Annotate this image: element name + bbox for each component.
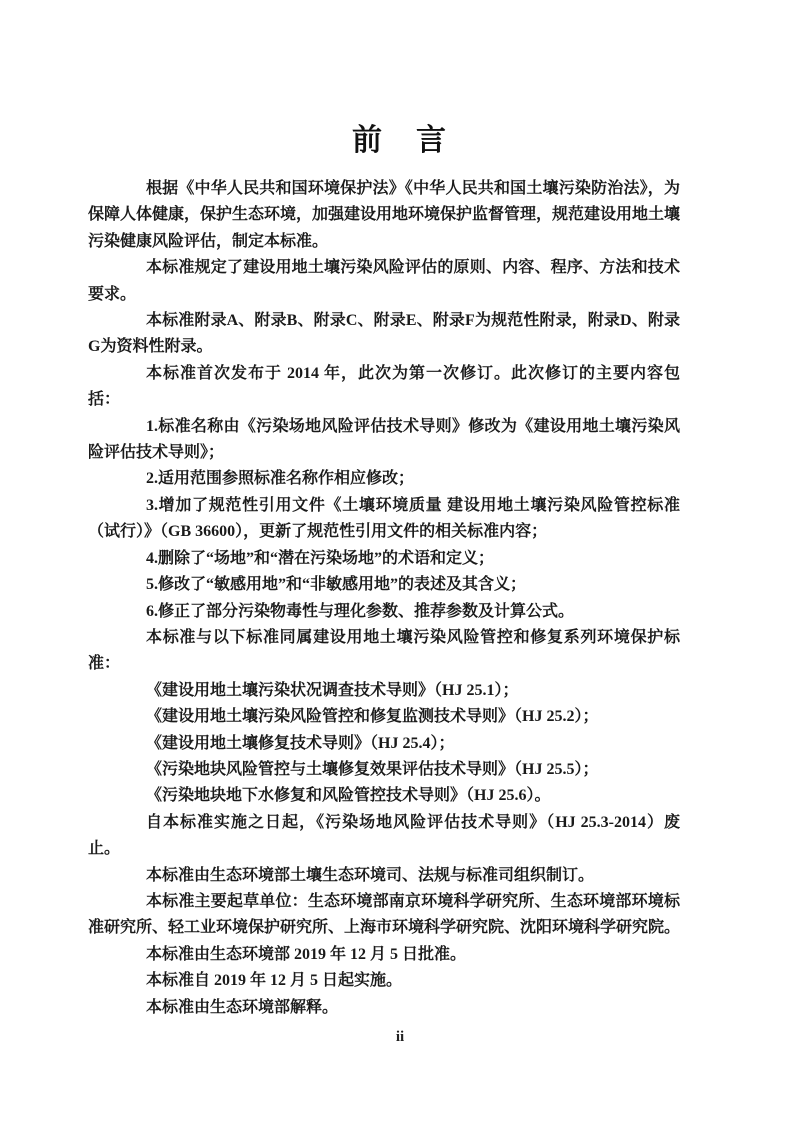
paragraph: 本标准与以下标准同属建设用地土壤污染风险管控和修复系列环境保护标准： [88,628,680,673]
page-number: ii [395,1029,405,1045]
paragraph: 《建设用地土壤污染风险管控和修复监测技术导则》（HJ 25.2）； [146,708,599,726]
paragraph: 2.适用范围参照标准名称作相应修改； [146,470,415,488]
paragraph: 4.删除了“场地”和“潜在污染场地”的术语和定义； [146,549,495,567]
paragraph: 本标准自 2019 年 12 月 5 日起实施。 [146,972,403,990]
paragraph: 6.修正了部分污染物毒性与理化参数、推荐参数及计算公式。 [146,602,575,620]
foreword-body [88,176,680,1021]
paragraph: 《污染地块风险管控与土壤修复效果评估技术导则》（HJ 25.5）； [146,760,599,778]
paragraph: 本标准主要起草单位：生态环境部南京环境科学研究所、生态环境部环境标准研究所、轻工业环境保护研究所、上海市环境科学研究院、沈阳环境科学研究院。 [88,892,681,937]
paragraph: 《污染地块地下水修复和风险管控技术导则》（HJ 25.6）。 [146,787,551,805]
paragraph: 本标准由生态环境部解释。 [146,998,339,1016]
paragraph: 本标准附录A、附录B、附录C、附录E、附录F为规范性附录，附录D、附录G为资料性附录。 [88,312,680,356]
paragraph: 3.增加了规范性引用文件《土壤环境质量 建设用地土壤污染风险管控标准（试行）》（GB 36600），更新了规范性引用文件的相关标准内容； [88,496,680,541]
paragraph: 本标准由生态环境部土壤生态环境司、法规与标准司组织制订。 [146,866,595,884]
paragraph: 5.修改了“敏感用地”和“非敏感用地”的表述及其含义； [146,576,527,594]
paragraph: 1.标准名称由《污染场地风险评估技术导则》修改为《建设用地土壤污染风险评估技术导则》； [88,417,680,462]
paragraph: 根据《中华人民共和国环境保护法》《中华人民共和国土壤污染防治法》，为保障人体健康，保护生态环境，加强建设用地环境保护监督管理，规范建设用地土壤污染健康风险评估，制定本标准。 [88,180,681,250]
paragraph: 《建设用地土壤修复技术导则》（HJ 25.4）； [146,734,455,752]
paragraph: 本标准首次发布于 2014 年，此次为第一次修订。此次修订的主要内容包括： [88,364,680,409]
page-title: 前 言 [352,124,448,158]
paragraph: 本标准由生态环境部 2019 年 12 月 5 日批准。 [146,945,467,963]
paragraph: 本标准规定了建设用地土壤污染风险评估的原则、内容、程序、方法和技术要求。 [88,259,680,303]
paragraph: 《建设用地土壤污染状况调查技术导则》（HJ 25.1）； [146,681,519,699]
paragraph: 自本标准实施之日起，《污染场地风险评估技术导则》（HJ 25.3-2014）废止。 [88,813,680,858]
